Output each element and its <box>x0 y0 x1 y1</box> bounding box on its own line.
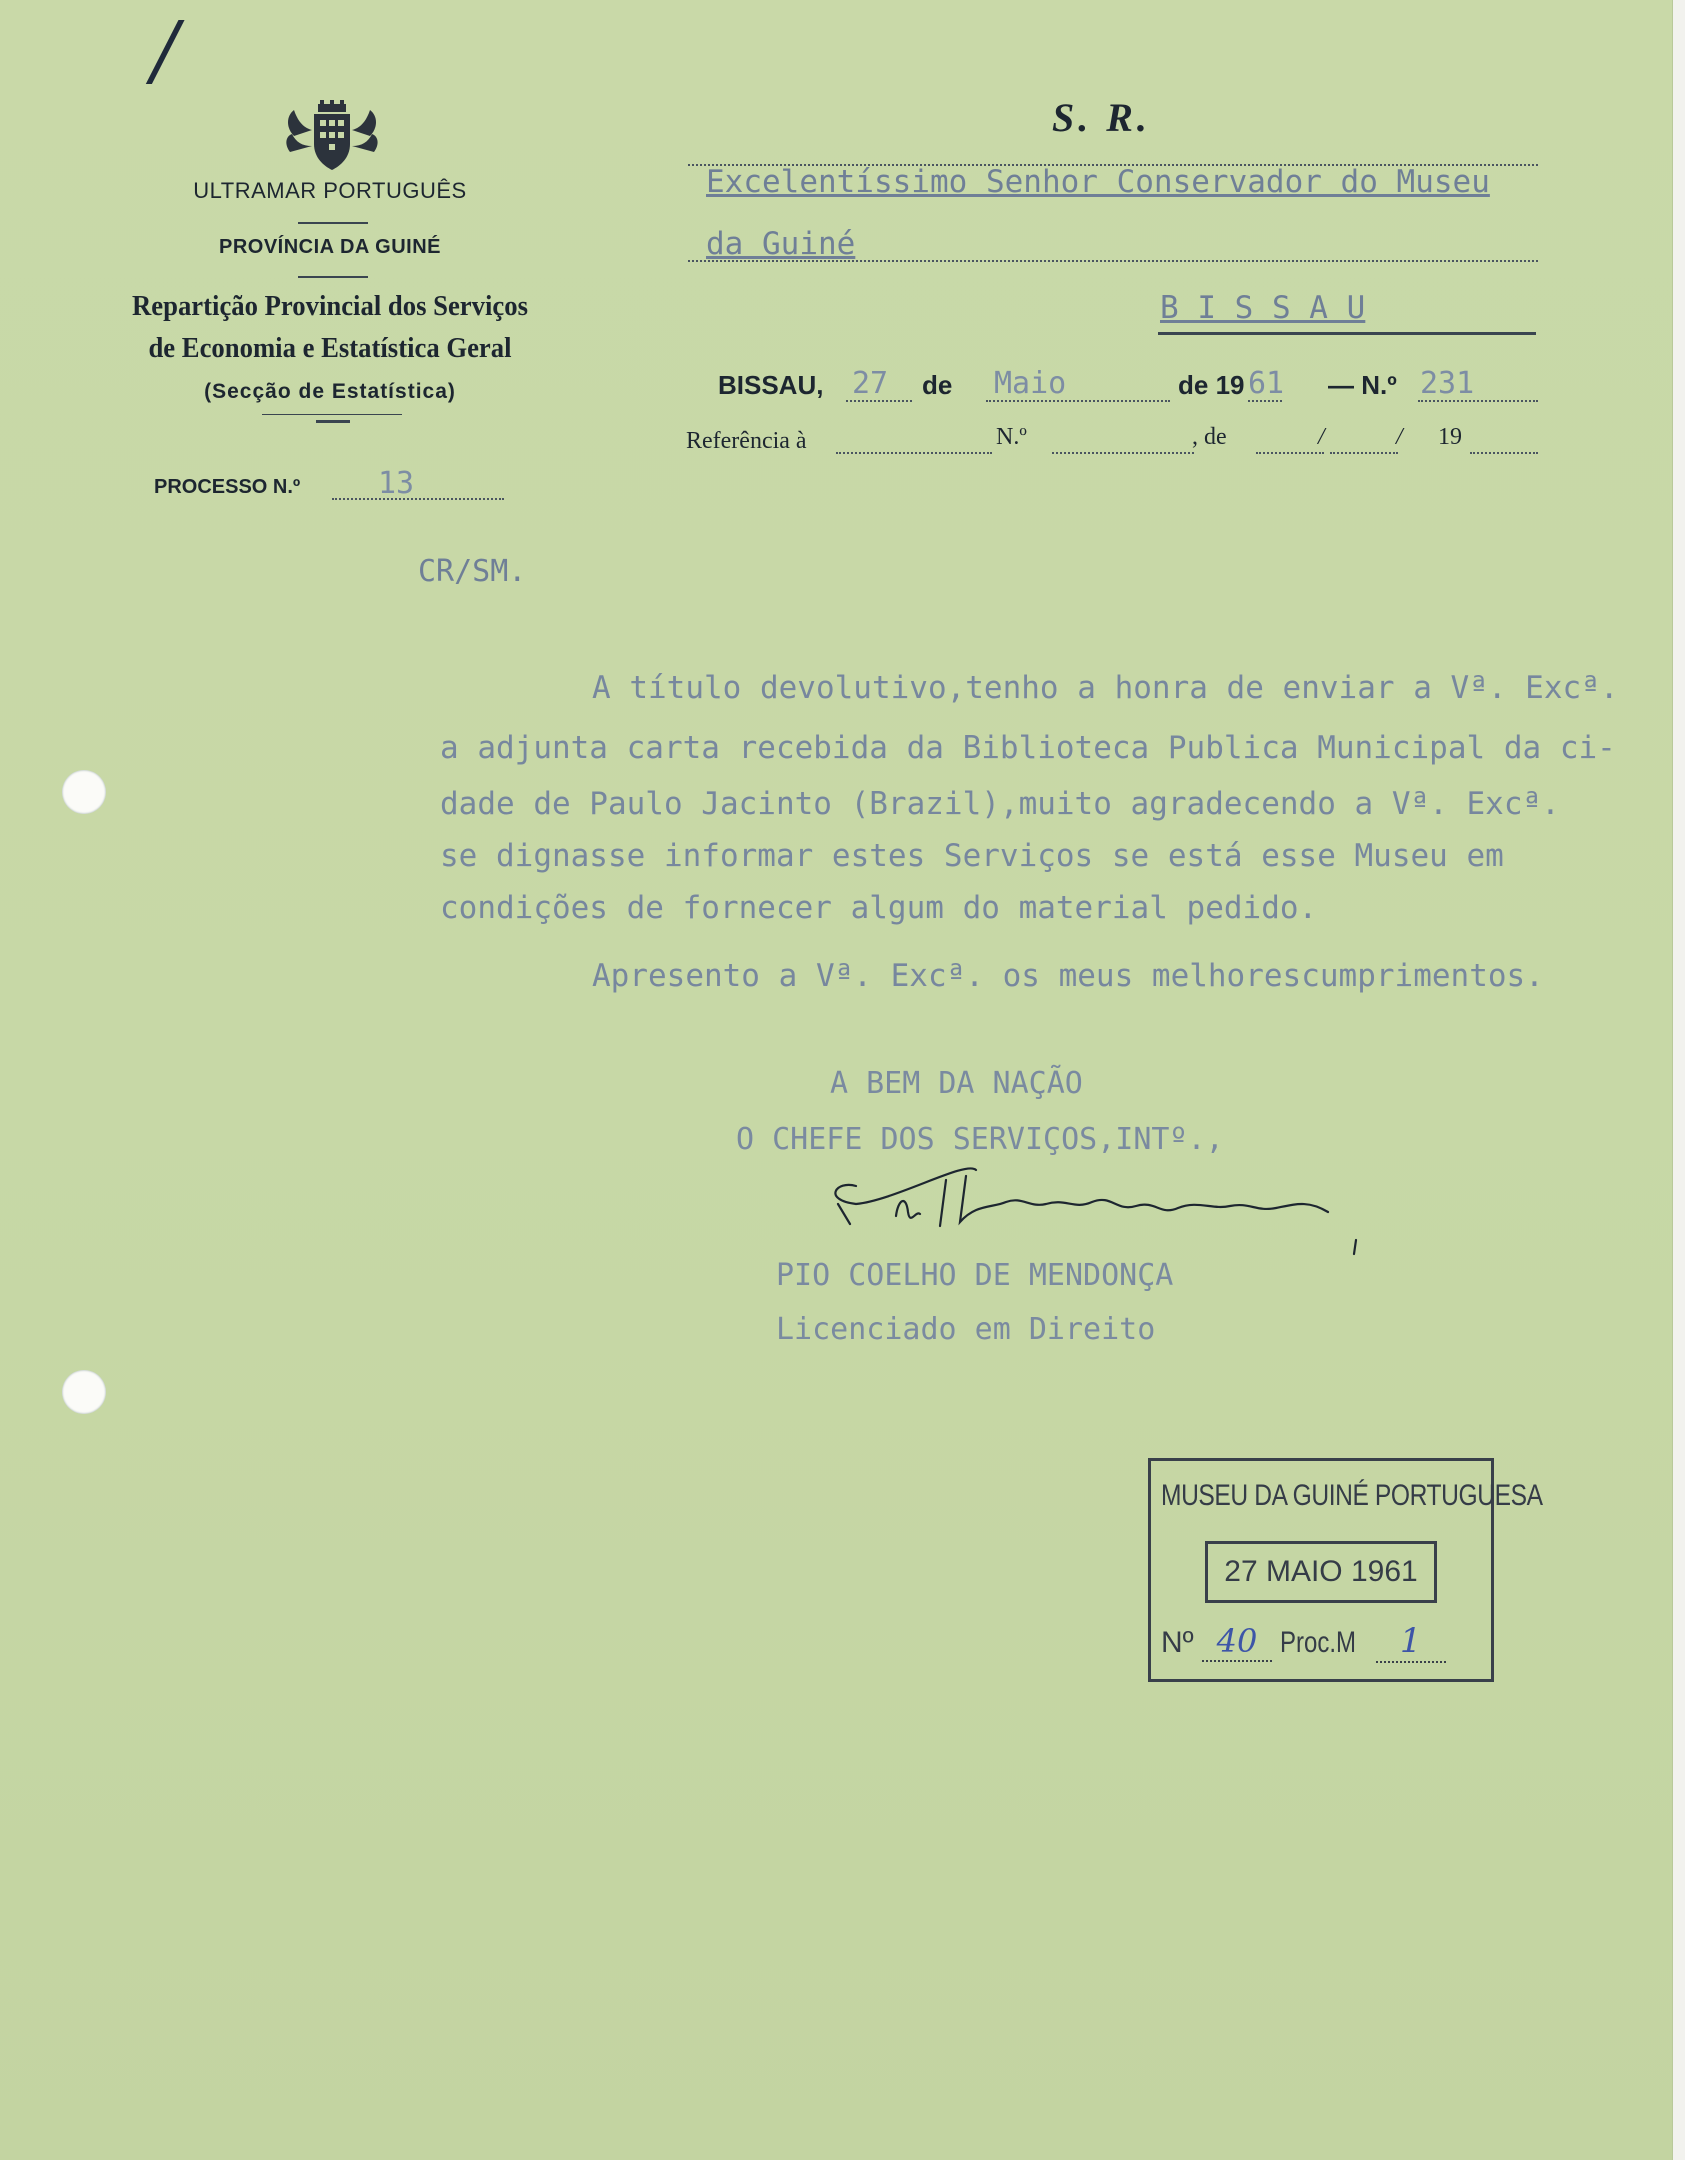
reference-year-field <box>1470 424 1538 454</box>
office-name-line2: de Economia e Estatística Geral <box>148 332 512 364</box>
body-line: dade de Paulo Jacinto (Brazil),muito agradecendo a Vª. Excª. <box>440 786 1560 822</box>
dateline-month: Maio <box>994 366 1067 401</box>
address-line2: da Guiné <box>706 226 856 262</box>
museum-stamp <box>1148 1458 1543 1682</box>
processo-field <box>332 468 504 500</box>
closing-role: O CHEFE DOS SERVIÇOS,INTº., <box>736 1122 1224 1157</box>
signatory-title: Licenciado em Direito <box>776 1312 1156 1347</box>
signatory-name: PIO COELHO DE MENDONÇA <box>776 1258 1174 1293</box>
processo-value: 13 <box>378 466 415 501</box>
reference-slash: / <box>1318 424 1325 450</box>
city-name: B I S S A U <box>1160 290 1366 326</box>
body-line: condições de fornecer algum do material pedido. <box>440 890 1318 926</box>
reference-slash: / <box>1396 424 1403 450</box>
divider <box>316 420 350 423</box>
dateline-number-label: — N.º <box>1328 370 1397 400</box>
dateline-year-suffix: 61 <box>1248 366 1285 401</box>
body-line: se dignasse informar estes Serviços se está esse Museu em <box>440 838 1504 874</box>
reference-date-label: , de <box>1192 424 1227 450</box>
reference-initials: CR/SM. <box>418 554 527 589</box>
stamp-number-row <box>1161 1621 1446 1663</box>
body-line: a adjunta carta recebida da Biblioteca Publica Municipal da ci- <box>440 730 1616 766</box>
country-heading: ULTRAMAR PORTUGUÊS <box>193 178 467 203</box>
reference-year-prefix: 19 <box>1438 424 1462 450</box>
sr-heading: S. R. <box>1052 95 1151 140</box>
reference-month-field <box>1330 424 1398 454</box>
stamp-date: 27 MAIO 1961 <box>1205 1541 1437 1603</box>
stamp-proc-value: 1 <box>1376 1621 1446 1663</box>
province-heading: PROVÍNCIA DA GUINÉ <box>219 236 441 258</box>
reference-field <box>836 424 992 454</box>
processo-label: PROCESSO N.º <box>154 476 301 498</box>
reference-day-field <box>1256 424 1324 454</box>
body-line: A título devolutivo,tenho a honra de enviar a Vª. Excª. <box>592 670 1619 706</box>
dateline-number: 231 <box>1420 366 1475 401</box>
section-name: (Secção de Estatística) <box>204 380 456 403</box>
dateline-year-prefix: de 19 <box>1178 370 1245 400</box>
signature <box>816 1140 1396 1260</box>
coat-of-arms-icon <box>284 100 380 174</box>
address-line1: Excelentíssimo Senhor Conservador do Museu <box>706 164 1490 200</box>
reference-number-field <box>1052 424 1194 454</box>
punch-hole-top <box>62 770 106 814</box>
reference-number-label: N.º <box>996 424 1027 450</box>
body-line: Apresento a Vª. Excª. os meus melhorescumprimentos. <box>592 958 1544 994</box>
stamp-number-value: 40 <box>1202 1622 1272 1662</box>
margin-mark: / <box>152 6 179 96</box>
divider <box>262 414 402 415</box>
stamp-museum-name: MUSEU DA GUINÉ PORTUGUESA <box>1161 1479 1543 1512</box>
dateline-place: BISSAU, <box>718 370 824 400</box>
divider <box>298 276 368 278</box>
office-name-line1: Repartição Provincial dos Serviços <box>132 290 528 322</box>
dateline-de: de <box>922 370 953 400</box>
closing-motto: A BEM DA NAÇÃO <box>830 1066 1083 1101</box>
divider <box>298 222 368 224</box>
stamp-proc-label: Proc.M <box>1280 1626 1357 1659</box>
stamp-number-label: Nº <box>1161 1626 1194 1659</box>
punch-hole-bottom <box>62 1370 106 1414</box>
dateline-day: 27 <box>852 366 889 401</box>
reference-label: Referência à <box>686 428 807 454</box>
